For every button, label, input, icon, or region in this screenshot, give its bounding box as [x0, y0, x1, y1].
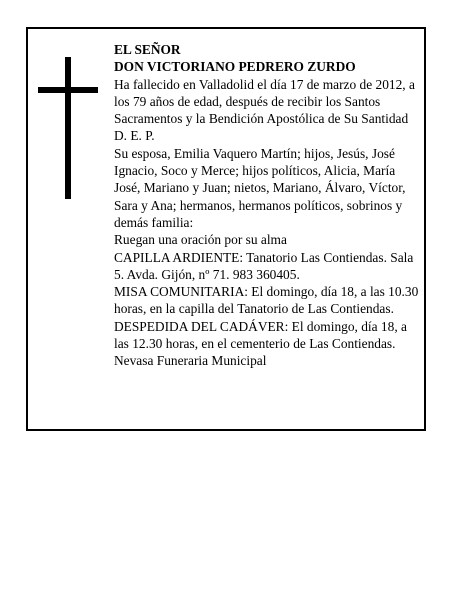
notice-heading-title: EL SEÑOR — [114, 42, 181, 57]
cross-icon — [38, 57, 98, 199]
farewell-info: DESPEDIDA DEL CADÁVER: El domingo, día 18, a las 12.30 horas, en el cementerio de Las Contiendas. — [114, 318, 407, 352]
funeral-home: Nevasa Funeraria Municipal — [114, 353, 267, 369]
family-list: Su esposa, Emilia Vaquero Martín; hijos, Jesús, José Ignacio, Soco y Merce; hijos políticos, Alicia, María José, Mariano y Juan; nietos, Mariano, Álvaro, Víctor, Sara y Ana; hermanos, hermanos políticos, sobrinos y demás familia: — [114, 145, 406, 230]
obituary-notice — [26, 27, 426, 431]
deceased-name: DON VICTORIANO PEDRERO ZURDO — [114, 59, 356, 75]
prayer-request: Ruegan una oración por su alma — [114, 232, 287, 248]
cross-vertical-bar — [65, 57, 71, 199]
mass-info: MISA COMUNITARIA: El domingo, día 18, a las 10.30 horas, en la capilla del Tanatorio de Las Contiendas. — [114, 284, 419, 317]
notice-content — [114, 41, 420, 370]
wake-info: CAPILLA ARDIENTE: Tanatorio Las Contiendas. Sala 5. Avda. Gijón, nº 71. 983 360405. — [114, 249, 414, 282]
cross-horizontal-bar — [38, 87, 98, 93]
death-announcement: Ha fallecido en Valladolid el día 17 de marzo de 2012, a los 79 años de edad, después de recibir los Santos Sacramentos y la Bendición Apostólica de Su Santidad D. E. P. — [114, 76, 415, 144]
